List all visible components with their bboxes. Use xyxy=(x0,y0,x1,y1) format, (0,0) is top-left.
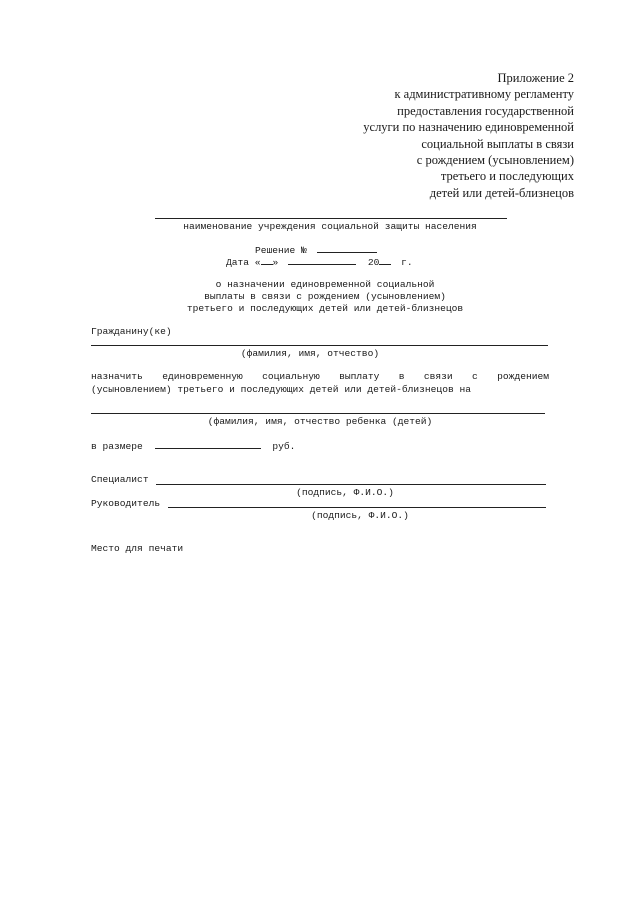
appendix-line: услуги по назначению единовременной xyxy=(363,120,574,135)
appendix-line: социальной выплаты в связи xyxy=(421,136,574,151)
citizen-field-line[interactable] xyxy=(91,345,548,346)
date-close: » xyxy=(272,257,279,268)
institution-caption: наименование учреждения социальной защиты населения xyxy=(183,221,477,232)
date-row xyxy=(226,255,413,269)
assign-word: связи xyxy=(423,371,453,382)
amount-label: в размере xyxy=(91,441,143,452)
child-caption: (фамилия, имя, отчество ребенка (детей) xyxy=(207,416,433,427)
specialist-signature-line[interactable] xyxy=(156,484,546,485)
assign-word: социальную xyxy=(262,371,320,382)
institution-field-line xyxy=(155,218,507,219)
date-month-field[interactable] xyxy=(288,255,356,265)
amount-row xyxy=(91,439,295,453)
decision-label: Решение № xyxy=(255,245,307,256)
specialist-label: Специалист xyxy=(91,474,149,485)
subject-line: выплаты в связи с рождением (усыновлением) xyxy=(204,291,446,302)
specialist-caption: (подпись, Ф.И.О.) xyxy=(296,487,394,498)
assign-word: назначить xyxy=(91,371,143,382)
amount-field[interactable] xyxy=(155,439,261,449)
assign-word: рождением xyxy=(497,371,549,382)
subject-line: о назначении единовременной социальной xyxy=(215,279,435,290)
assign-paragraph xyxy=(91,370,549,396)
decision-number-field[interactable] xyxy=(317,243,377,253)
appendix-line: с рождением (усыновлением) xyxy=(416,153,574,168)
assign-line-2: (усыновлением) третьего и последующих детей или детей-близнецов на xyxy=(91,384,471,395)
date-suffix: г. xyxy=(401,257,413,268)
appendix-line: детей или детей-близнецов xyxy=(429,185,574,200)
appendix-line: третьего и последующих xyxy=(440,169,574,184)
date-year-field[interactable] xyxy=(379,255,391,265)
amount-unit: руб. xyxy=(272,441,296,452)
appendix-line: предоставления государственной xyxy=(397,103,574,118)
head-caption: (подпись, Ф.И.О.) xyxy=(311,510,409,521)
assign-word: в xyxy=(398,371,405,382)
assign-line-1 xyxy=(91,370,549,383)
citizen-caption: (фамилия, имя, отчество) xyxy=(240,348,380,359)
assign-word: выплату xyxy=(339,371,380,382)
appendix-header xyxy=(254,70,574,201)
child-field-line[interactable] xyxy=(91,413,545,414)
citizen-label: Гражданину(ке) xyxy=(91,326,172,337)
appendix-line: Приложение 2 xyxy=(497,71,574,85)
head-signature-line[interactable] xyxy=(168,507,546,508)
assign-word: единовременную xyxy=(162,371,243,382)
date-day-field[interactable] xyxy=(261,255,273,265)
date-year: 20 xyxy=(367,257,380,268)
stamp-label: Место для печати xyxy=(91,543,184,554)
head-label: Руководитель xyxy=(91,498,161,509)
appendix-line: к административному регламенту xyxy=(394,87,574,102)
assign-word: с xyxy=(472,371,478,382)
date-prefix: Дата « xyxy=(226,257,261,268)
subject-line: третьего и последующих детей или детей-близнецов xyxy=(186,303,464,314)
